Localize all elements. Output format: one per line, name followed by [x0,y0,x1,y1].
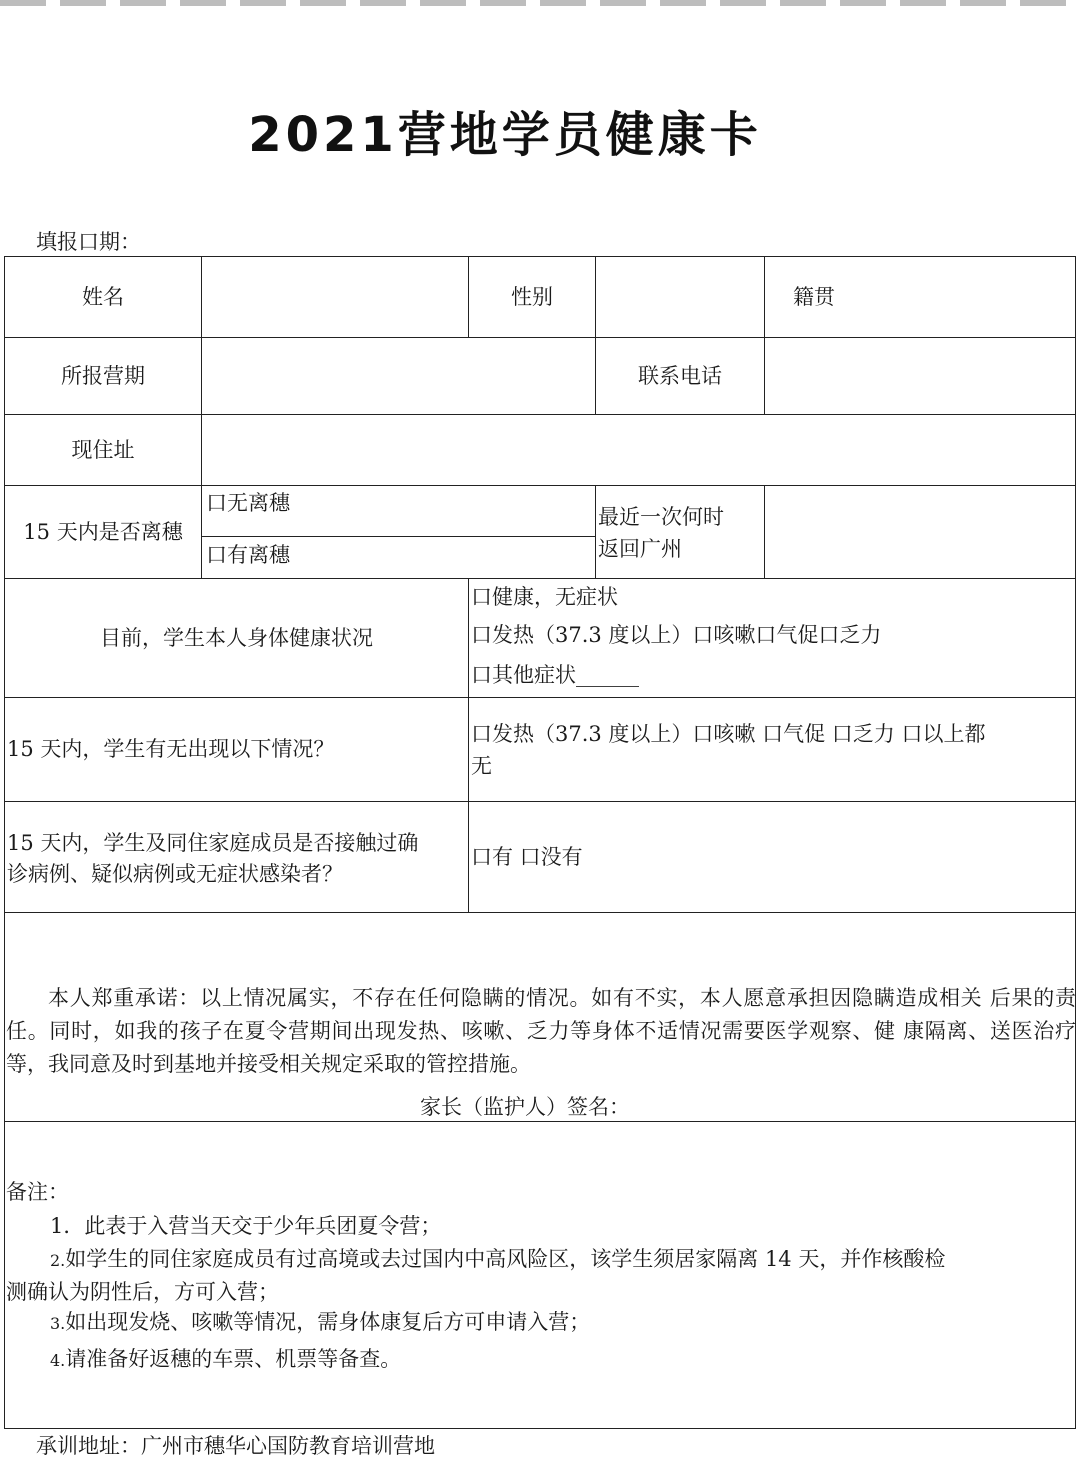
page-title: 2021营地学员健康卡 [248,107,762,163]
note-item-3 [50,1306,590,1339]
health-status-label: 目前，学生本人身体健康状况 [100,625,373,650]
note-item-1 [50,1210,441,1243]
period-label: 所报营期 [61,363,145,388]
health-status-options [468,578,1076,698]
period-field[interactable] [201,337,596,415]
signature-label: 家长（监护人）签名： [420,1095,630,1119]
name-label-cell [4,256,202,338]
return-label-cell [595,485,765,579]
name-label: 姓名 [82,284,124,309]
phone-label: 联系电话 [638,363,722,388]
note-item-2 [50,1243,945,1276]
option-no-leave-cell[interactable] [201,485,596,537]
health-option-healthy[interactable]: 口健康，无症状 [471,585,618,609]
note-item-4 [50,1343,401,1376]
note-item-2-cont [6,1276,279,1309]
health-status-label-cell [4,578,469,698]
address-label-cell [4,414,202,486]
note-number: 3. [50,1314,66,1333]
symptoms-15d-options-line2[interactable]: 无 [471,754,492,778]
address-field[interactable] [201,414,1076,486]
note-text: 如学生的同住家庭成员有过高境或去过国内中高风险区，该学生须居家隔离 14 天，并作核酸检 [65,1247,946,1271]
symptoms-15d-options [468,697,1076,802]
contact-label-line2: 诊病例、疑似病例或无症状感染者？ [7,862,343,886]
return-date-field[interactable] [764,485,1076,579]
gender-label-cell [468,256,596,338]
contact-label-line1: 15 天内，学生及同住家庭成员是否接触过确 [7,831,419,855]
notes-heading: 备注： [6,1180,69,1204]
pledge-text: 本人郑重承诺：以上情况属实，不存在任何隐瞒的情况。如有不实，本人愿意承担因隐瞒造成相关 后果的责任。同时，如我的孩子在夏令营期间出现发热、咳嗽、乏力等身体不适情况需要医学观察、健 康隔离、送医治疗等，我同意及时到基地并接受相关规定采取的管控措施。 [6,986,1076,1076]
contact-options[interactable]: 口有 口没有 [471,844,583,869]
origin-label: 籍贯 [793,284,835,309]
left-gz-label: 15 天内是否离穗 [23,519,183,544]
note-number: 2. [50,1251,66,1270]
option-left-cell[interactable] [201,536,596,579]
phone-label-cell [595,337,765,415]
gender-field[interactable] [595,256,765,338]
training-address: 承训地址：广州市穗华心国防教育培训营地 [36,1434,435,1458]
note-number: 4. [50,1351,66,1370]
contact-label-cell [4,801,469,913]
return-label-line1: 最近一次何时 [598,505,724,529]
note-text: 如出现发烧、咳嗽等情况，需身体康复后方可申请入营； [65,1310,591,1334]
note-text: 测确认为阴性后，方可入营； [6,1280,279,1304]
top-edge-line [0,0,1080,6]
note-text: 请准备好返穗的车票、机票等备查。 [65,1347,402,1371]
symptoms-15d-options-line1[interactable]: 口发热（37.3 度以上）口咳嗽 口气促 口乏力 口以上都 [471,722,986,746]
period-label-cell [4,337,202,415]
phone-field[interactable] [764,337,1076,415]
symptoms-15d-label-cell [4,697,469,802]
option-no-leave[interactable]: 口无离穗 [206,491,290,515]
note-text: ．此表于入营当天交于少年兵团夏令营； [63,1214,442,1238]
left-gz-label-cell [4,485,202,579]
health-option-symptoms[interactable]: 口发热（37.3 度以上）口咳嗽口气促口乏力 [471,623,882,647]
health-option-other[interactable]: 口其他症状______ [471,663,639,687]
return-label-line2: 返回广州 [598,537,682,561]
note-number: 1 [50,1214,64,1238]
symptoms-15d-label: 15 天内，学生有无出现以下情况？ [7,737,335,762]
origin-cell[interactable] [764,256,1076,338]
fill-date-label: 填报口期： [36,230,141,254]
contact-options-cell [468,801,1076,913]
name-field[interactable] [201,256,469,338]
option-left[interactable]: 口有离穗 [206,543,290,567]
address-label: 现住址 [71,437,135,462]
gender-label: 性别 [511,284,553,309]
